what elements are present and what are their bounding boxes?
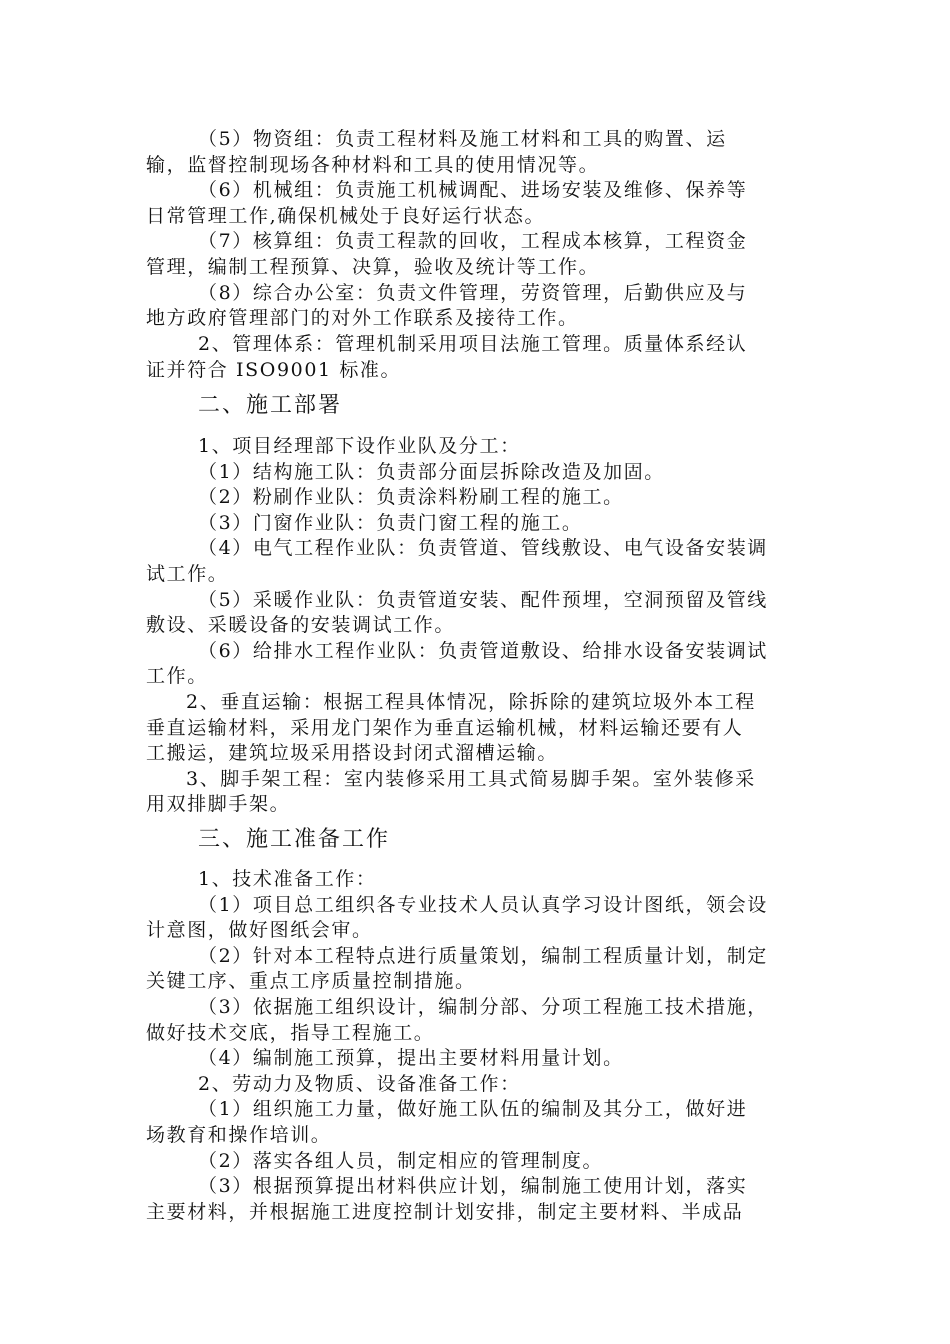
section-heading: 二、施工部署 — [198, 393, 343, 418]
text-line: （2）落实各组人员，制定相应的管理制度。 — [198, 1150, 604, 1172]
text-line: 垂直运输材料，采用龙门架作为垂直运输机械，材料运输还要有人 — [146, 717, 744, 739]
text-line: （1）项目总工组织各专业技术人员认真学习设计图纸，领会设 — [198, 894, 768, 916]
text-line: 敷设、采暖设备的安装调试工作。 — [146, 614, 456, 636]
text-line: （3）根据预算提出材料供应计划，编制施工使用计划，落实 — [198, 1175, 748, 1197]
text-line: 做好技术交底，指导工程施工。 — [146, 1022, 435, 1044]
text-line: （4）电气工程作业队：负责管道、管线敷设、电气设备安装调 — [198, 537, 768, 559]
text-line: 3、脚手架工程：室内装修采用工具式简易脚手架。室外装修采 — [186, 768, 756, 790]
text-line: 2、劳动力及物质、设备准备工作： — [198, 1073, 521, 1095]
text-line: 试工作。 — [146, 563, 229, 585]
text-line: （1）组织施工力量，做好施工队伍的编制及其分工，做好进 — [198, 1098, 748, 1120]
text-line: 计意图，做好图纸会审。 — [146, 919, 373, 941]
text-line: （5）物资组：负责工程材料及施工材料和工具的购置、运 — [198, 128, 727, 150]
text-line: 用双排脚手架。 — [146, 793, 291, 815]
text-line: 管理，编制工程预算、决算，验收及统计等工作。 — [146, 256, 600, 278]
text-line: 关键工序、重点工序质量控制措施。 — [146, 970, 476, 992]
text-line: 主要材料，并根据施工进度控制计划安排，制定主要材料、半成品 — [146, 1201, 744, 1223]
text-line: （4）编制施工预算，提出主要材料用量计划。 — [198, 1047, 624, 1069]
text-line: 1、技术准备工作： — [198, 868, 377, 890]
text-line: 输，监督控制现场各种材料和工具的使用情况等。 — [146, 154, 600, 176]
text-line: 地方政府管理部门的对外工作联系及接待工作。 — [146, 307, 579, 329]
text-line: 2、垂直运输：根据工程具体情况，除拆除的建筑垃圾外本工程 — [186, 691, 756, 713]
text-line: （1）结构施工队：负责部分面层拆除改造及加固。 — [198, 461, 665, 483]
text-line: （2）针对本工程特点进行质量策划，编制工程质量计划，制定 — [198, 945, 768, 967]
text-line: （2）粉刷作业队：负责涂料粉刷工程的施工。 — [198, 486, 624, 508]
text-line: 工搬运，建筑垃圾采用搭设封闭式溜槽运输。 — [146, 742, 559, 764]
text-line: （8）综合办公室：负责文件管理，劳资管理，后勤供应及与 — [198, 282, 748, 304]
text-line: 场教育和操作培训。 — [146, 1124, 332, 1146]
text-line: 1、项目经理部下设作业队及分工： — [198, 435, 521, 457]
text-line: （3）依据施工组织设计，编制分部、分项工程施工技术措施， — [198, 996, 768, 1018]
text-line: 证并符合 ISO9001 标准。 — [146, 359, 402, 381]
section-heading: 三、施工准备工作 — [198, 827, 391, 852]
text-line: （6）机械组：负责施工机械调配、进场安装及维修、保养等 — [198, 179, 748, 201]
text-line: （6）给排水工程作业队：负责管道敷设、给排水设备安装调试 — [198, 640, 768, 662]
text-line: （7）核算组：负责工程款的回收，工程成本核算，工程资金 — [198, 230, 748, 252]
text-line: （5）采暖作业队：负责管道安装、配件预埋，空洞预留及管线 — [198, 589, 768, 611]
text-line: 2、管理体系：管理机制采用项目法施工管理。质量体系经认 — [198, 333, 748, 355]
text-line: （3）门窗作业队：负责门窗工程的施工。 — [198, 512, 583, 534]
text-line: 工作。 — [146, 665, 208, 687]
text-line: 日常管理工作,确保机械处于良好运行状态。 — [146, 205, 546, 227]
